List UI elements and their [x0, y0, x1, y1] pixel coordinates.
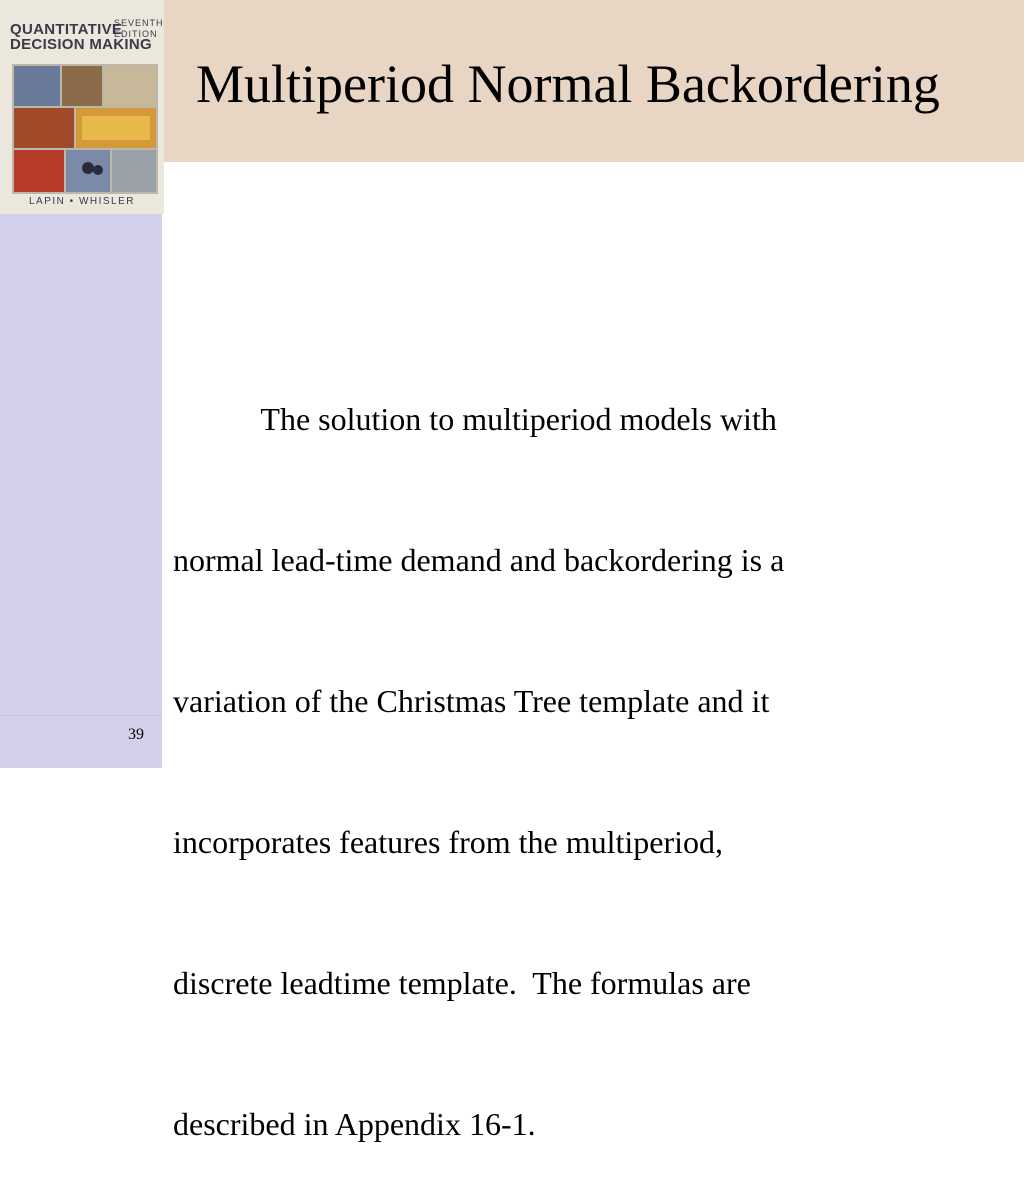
book-cover-title: QUANTITATIVE DECISION MAKING — [10, 21, 153, 53]
body-line-1: The solution to multiperiod models with — [173, 401, 777, 437]
book-cover-edition: SEVENTH EDITION — [114, 18, 164, 39]
body-line-3: variation of the Christmas Tree template and it — [173, 683, 770, 719]
slide-title: Multiperiod Normal Backordering — [196, 54, 940, 114]
book-cover-image — [0, 0, 164, 214]
body-line-2: normal lead-time demand and backordering is a — [173, 542, 785, 578]
book-cover-authors: LAPIN • WHISLER — [28, 196, 136, 207]
sidebar-divider — [0, 715, 162, 716]
slide-body-text — [173, 302, 973, 1195]
body-line-4: incorporates features from the multiperiod, — [173, 824, 724, 860]
book-cover-collage — [12, 64, 158, 194]
body-line-5: discrete leadtime template. The formulas are — [173, 965, 751, 1001]
slide-number: 39 — [128, 726, 144, 743]
body-line-6: described in Appendix 16-1. — [173, 1106, 536, 1142]
